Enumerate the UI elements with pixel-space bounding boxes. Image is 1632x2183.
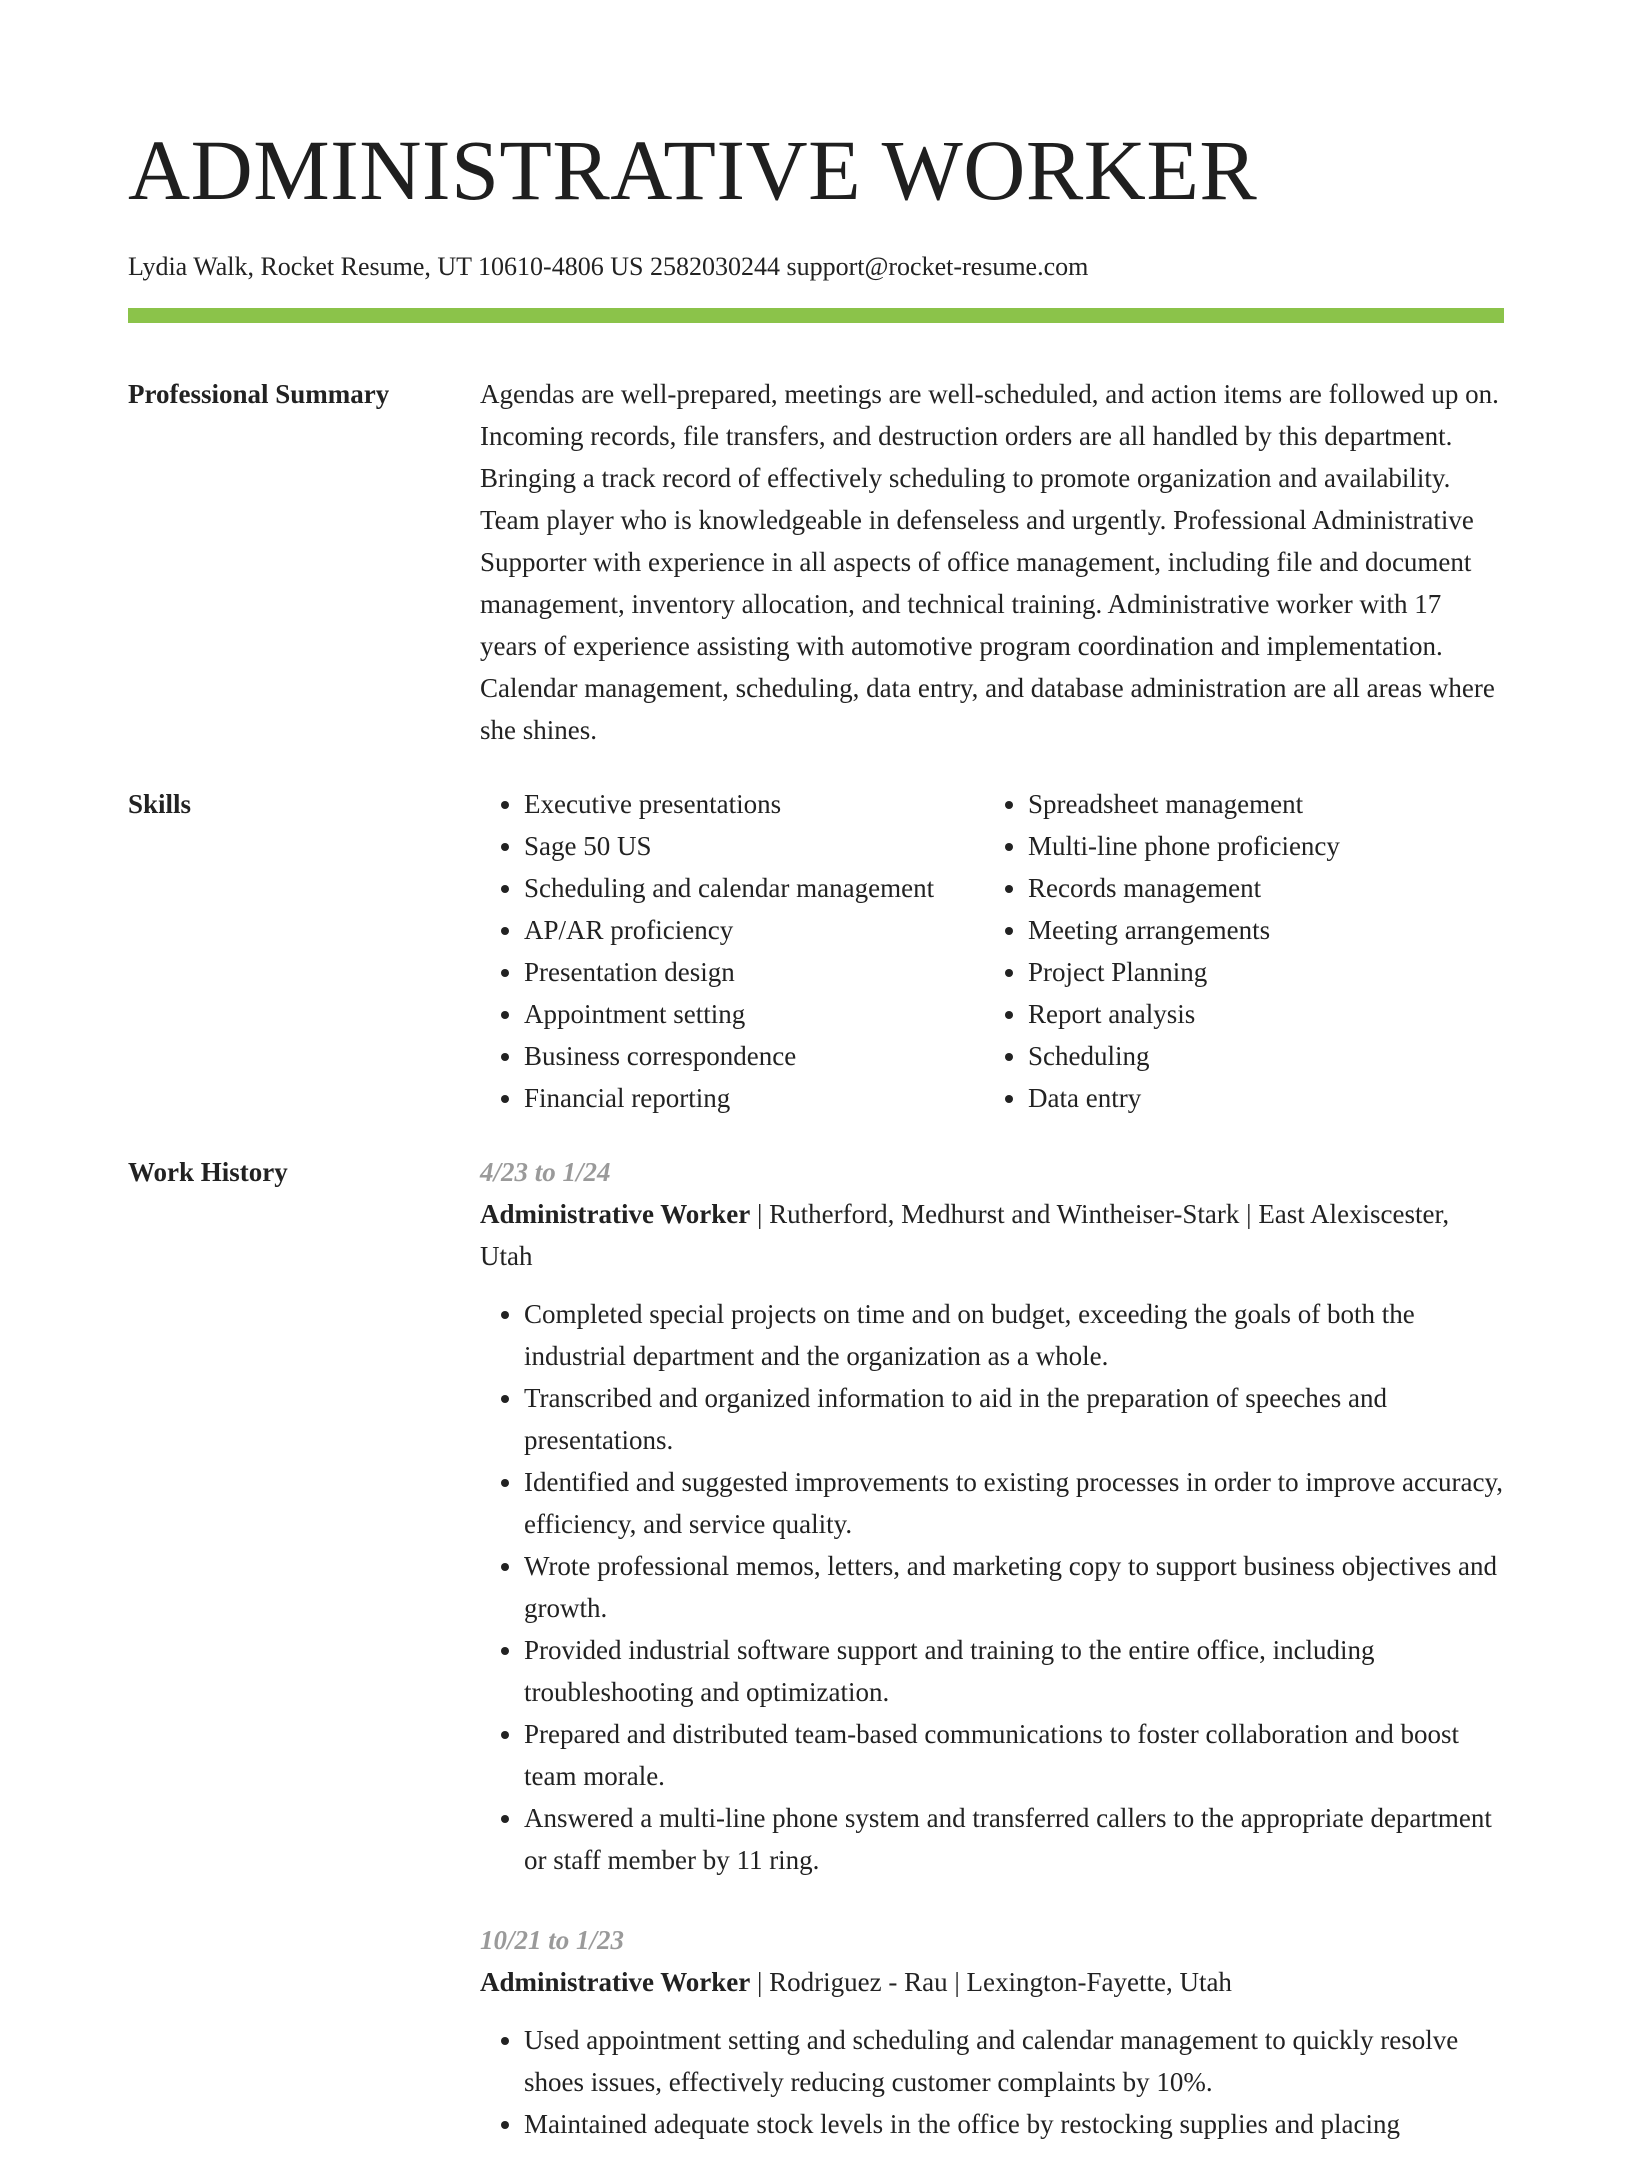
job-title: Administrative Worker <box>480 1967 751 1997</box>
job-dates: 4/23 to 1/24 <box>480 1157 611 1187</box>
resume-page <box>128 0 1504 2183</box>
skill-item: • Presentation design <box>524 951 984 993</box>
skills-list-left <box>480 783 984 1119</box>
job-bullet: • Wrote professional memos, letters, and marketing copy to support business objectives and growth. <box>524 1545 1504 1629</box>
job-bullet: • Used appointment setting and scheduling and calendar management to quickly resolve shoes issues, effectively reducing customer complaints by 10%. <box>524 2019 1504 2103</box>
skill-item: • Meeting arrangements <box>1028 909 1340 951</box>
section-title-summary: Professional Summary <box>128 379 390 409</box>
job-bullet: • Provided industrial software support and training to the entire office, including troubleshooting and optimization. <box>524 1629 1504 1713</box>
job-title: Administrative Worker <box>480 1199 751 1229</box>
summary-body <box>480 373 1504 751</box>
job-employer-location: | Rodriguez - Rau | Lexington-Fayette, Utah <box>750 1967 1232 1997</box>
resume-name: ADMINISTRATIVE WORKER <box>128 122 1258 218</box>
skill-item: • Appointment setting <box>524 993 984 1035</box>
skill-item: • Financial reporting <box>524 1077 984 1119</box>
job-heading <box>480 1961 1504 2003</box>
work-history-body <box>480 1151 1504 2183</box>
skill-item: • Business correspondence <box>524 1035 984 1077</box>
skills-list-right <box>984 783 1340 1119</box>
job-heading <box>480 1193 1504 1277</box>
skill-item: • Multi-line phone proficiency <box>1028 825 1340 867</box>
skill-item: • AP/AR proficiency <box>524 909 984 951</box>
work-history-section <box>128 1151 1504 2183</box>
job-bullet: • Maintained adequate stock levels in the office by restocking supplies and placing <box>524 2103 1504 2145</box>
skill-item: • Project Planning <box>1028 951 1340 993</box>
job-bullet: • Completed special projects on time and on budget, exceeding the goals of both the industrial department and the organization as a whole. <box>524 1293 1504 1377</box>
job-bullet: • Prepared and distributed team-based communications to foster collaboration and boost team morale. <box>524 1713 1504 1797</box>
skill-item: • Data entry <box>1028 1077 1340 1119</box>
job-entry <box>480 1919 1504 2145</box>
skill-item: • Scheduling and calendar management <box>524 867 984 909</box>
job-bullet: • Transcribed and organized information to aid in the preparation of speeches and presentations. <box>524 1377 1504 1461</box>
section-title-work-history: Work History <box>128 1157 288 1187</box>
skill-item: • Executive presentations <box>524 783 984 825</box>
skill-item: • Scheduling <box>1028 1035 1340 1077</box>
professional-summary-section <box>128 373 1504 751</box>
job-bullets <box>480 1293 1504 1881</box>
skill-item: • Spreadsheet management <box>1028 783 1340 825</box>
skill-item: • Records management <box>1028 867 1340 909</box>
job-dates: 10/21 to 1/23 <box>480 1925 625 1955</box>
summary-text: Agendas are well-prepared, meetings are well-scheduled, and action items are followed up on. Incoming records, file transfers, and destruction orders are all handled by this department. Bringing a track record of effectively scheduling to promote organization and availability. Team player who is knowledgeable in defenseless and urgently. Professional Administrative Supporter with experience in all aspects of office management, including file and document management, inventory allocation, and technical training. Administrative worker with 17 years of experience assisting with automotive program coordination and implementation. Calendar management, scheduling, data entry, and database administration are all areas where she shines. <box>480 379 1499 745</box>
contact-line: Lydia Walk, Rocket Resume, UT 10610-4806 US 2582030244 support@rocket-resume.com <box>128 252 1089 281</box>
job-bullets <box>480 2019 1504 2145</box>
job-entry <box>480 1151 1504 1881</box>
skills-section <box>128 783 1504 1119</box>
skill-item: • Report analysis <box>1028 993 1340 1035</box>
skill-item: • Sage 50 US <box>524 825 984 867</box>
job-bullet: • Answered a multi-line phone system and transferred callers to the appropriate department or staff member by 11 ring. <box>524 1797 1504 1881</box>
accent-divider <box>128 308 1504 323</box>
job-bullet: • Identified and suggested improvements to existing processes in order to improve accuracy, efficiency, and service quality. <box>524 1461 1504 1545</box>
section-title-skills: Skills <box>128 789 192 819</box>
job-employer-location: | Rutherford, Medhurst and Wintheiser-Stark | East Alexiscester, Utah <box>480 1199 1450 1271</box>
skills-body <box>480 783 1504 1119</box>
